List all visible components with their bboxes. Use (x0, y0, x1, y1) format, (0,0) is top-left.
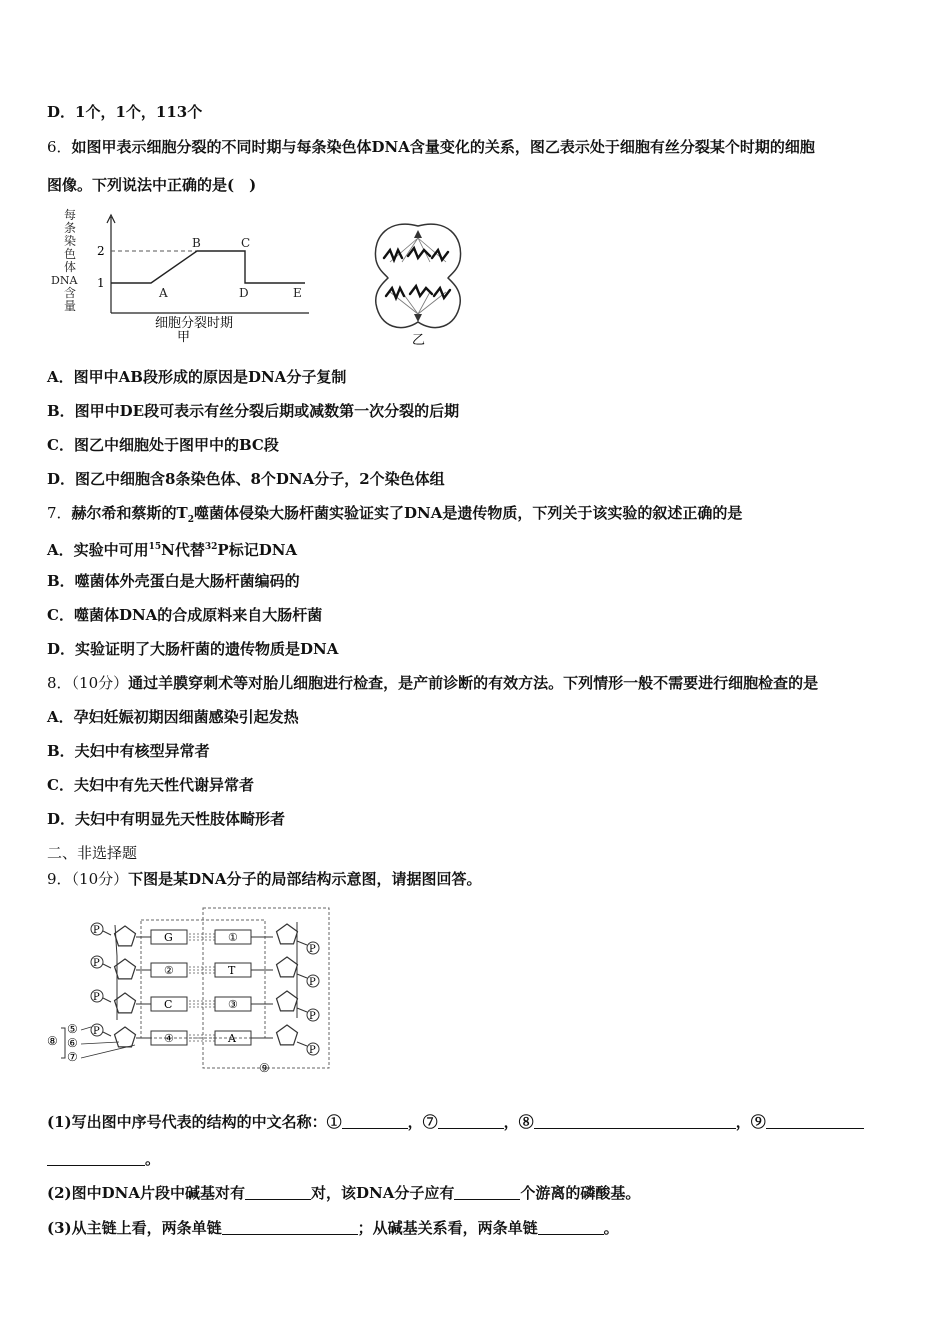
q6-option-c: C．图乙中细胞处于图甲中的BC段 (47, 436, 279, 454)
answer-blank-9b[interactable] (47, 1149, 145, 1166)
q7-option-b: B．噬菌体外壳蛋白是大肠杆菌编码的 (47, 572, 300, 590)
graph-point-b: B (192, 236, 201, 250)
base-left-label-2: ② (164, 964, 174, 977)
phosphate-right-label-1: P (309, 944, 316, 955)
answer-blank-phosphate[interactable] (454, 1183, 520, 1200)
graph-point-d: D (239, 286, 249, 300)
q7-option-c: C．噬菌体DNA的合成原料来自大肠杆菌 (47, 606, 323, 624)
q9-sub2 (47, 1183, 640, 1203)
phosphate-right-label-3: P (309, 1011, 316, 1022)
phosphate-left-label-2: P (93, 958, 100, 969)
q8-option-c: C．夫妇中有先天性代谢异常者 (47, 776, 254, 794)
q8-stem (47, 673, 818, 693)
dna-label-5: ⑤ (67, 1022, 78, 1036)
base-left-label-4: ④ (164, 1032, 174, 1045)
q6-number: 6． (47, 138, 72, 156)
graph-ylabel-4: 色 (64, 247, 77, 261)
cell-caption-yi: 乙 (412, 333, 426, 348)
q9-score: （10分） (71, 870, 129, 888)
graph-ylabel-1: 每 (64, 208, 77, 222)
answer-blank-7[interactable] (438, 1112, 504, 1129)
answer-blank-base-pairs[interactable] (245, 1183, 311, 1200)
sugar-right-1 (277, 924, 298, 944)
q6-option-b: B．图甲中DE段可表示有丝分裂后期或减数第一次分裂的后期 (47, 402, 460, 420)
q9-sub1-m1: ① (326, 1113, 342, 1131)
q6-graph-jia (47, 205, 327, 345)
q7-opt-a-1: A．实验中可用 (47, 541, 149, 559)
graph-point-a: A (159, 286, 168, 300)
q8-stem-text: 通过羊膜穿刺术等对胎儿细胞进行检查，是产前诊断的有效方法。下列情形一般不需要进行细胞检查的是 (128, 674, 819, 692)
q7-opt-a-3: P标记DNA (217, 541, 298, 559)
q8-option-b: B．夫妇中有核型异常者 (47, 742, 210, 760)
answer-blank-9a[interactable] (766, 1112, 864, 1129)
graph-caption-jia: 甲 (177, 330, 191, 345)
q9-sub1-text: (1)写出图中序号代表的结构的中文名称： (47, 1113, 327, 1131)
base-right-label-3: ③ (228, 998, 238, 1011)
q9-sub1-cont (47, 1149, 160, 1169)
graph-ylabel-6: DNA (51, 274, 78, 287)
q9-number: 9． (47, 870, 72, 888)
q8-number: 8． (47, 674, 72, 692)
q9-sub1-m9: ，⑨ (735, 1113, 766, 1131)
dna-label-8: ⑧ (47, 1034, 58, 1048)
base-right-label-1: ① (228, 931, 238, 944)
q6-option-d: D．图乙中细胞含8条染色体、8个DNA分子，2个染色体组 (47, 470, 445, 488)
q9-sub3 (47, 1218, 619, 1238)
graph-dna-curve (111, 251, 305, 283)
q8-option-a: A．孕妇妊娠初期因细菌感染引起发热 (47, 708, 299, 726)
q7-option-a (47, 537, 297, 560)
phosphate-left-label-1: P (93, 925, 100, 936)
q9-stem-text: 下图是某DNA分子的局部结构示意图，请据图回答。 (128, 870, 482, 888)
sugar-right-3 (277, 991, 298, 1011)
q9-sub3-c: 。 (603, 1219, 619, 1237)
q9-sub2-b: 对，该DNA分子应有 (311, 1184, 455, 1202)
q9-dna-diagram (45, 900, 345, 1075)
q9-sub1-m7: ，⑦ (407, 1113, 438, 1131)
graph-point-c: C (241, 236, 251, 250)
graph-ylabel-3: 染 (64, 234, 77, 248)
q7-stem-b: 噬菌体侵染大肠杆菌实验证实了DNA是遗传物质，下列关于该实验的叙述正确的是 (193, 504, 743, 522)
graph-ylabel-7: 含 (64, 286, 77, 300)
sugar-left-3 (115, 993, 136, 1013)
graph-ytick-1: 1 (97, 276, 105, 290)
answer-blank-backbone[interactable] (222, 1218, 358, 1235)
phosphate-right-label-4: P (309, 1045, 316, 1056)
base-right-label-4: A (228, 1032, 236, 1045)
q9-sub2-a: (2)图中DNA片段中碱基对有 (47, 1184, 245, 1202)
phosphate-left-label-3: P (93, 992, 100, 1003)
phosphate-right-label-2: P (309, 977, 316, 988)
q9-sub1-end: 。 (145, 1150, 161, 1168)
q7-opt-a-sup1: 15 (148, 542, 162, 552)
q7-stem-sub: 2 (187, 515, 194, 525)
graph-ytick-2: 2 (97, 244, 105, 258)
q6-stem-text: 如图甲表示细胞分裂的不同时期与每条染色体DNA含量变化的关系，图乙表示处于细胞有丝分裂某个时期的细胞 (71, 138, 815, 156)
q7-number: 7． (47, 504, 72, 522)
base-left-label-3: C (164, 998, 173, 1011)
section-2-heading: 二、非选择题 (47, 844, 138, 862)
base-right-label-2: T (228, 964, 236, 977)
answer-blank-base-relation[interactable] (538, 1218, 604, 1235)
q9-sub3-a: (3)从主链上看，两条单链 (47, 1219, 222, 1237)
answer-blank-1[interactable] (342, 1112, 408, 1129)
dna-label-7: ⑦ (67, 1050, 78, 1064)
q9-sub1 (47, 1112, 864, 1132)
q8-option-d: D．夫妇中有明显先天性肢体畸形者 (47, 810, 286, 828)
dna-label-6: ⑥ (67, 1036, 78, 1050)
q8-score: （10分） (71, 674, 129, 692)
graph-ylabel-5: 体 (64, 260, 77, 274)
q6-option-a: A．图甲中AB段形成的原因是DNA分子复制 (47, 368, 347, 386)
q9-stem (47, 869, 482, 889)
q5-option-d: D．1个，1个，113个 (47, 103, 203, 121)
graph-xlabel: 细胞分裂时期 (155, 316, 234, 331)
q7-option-d: D．实验证明了大肠杆菌的遗传物质是DNA (47, 640, 339, 658)
dna-label-9: ⑨ (259, 1061, 270, 1075)
base-left-label-1: G (164, 931, 173, 944)
q7-opt-a-2: N代替 (161, 541, 205, 559)
sugar-right-4 (277, 1025, 298, 1045)
q6-cell-yi (368, 218, 468, 348)
q6-stem-line2: 图像。下列说法中正确的是( ) (47, 176, 257, 194)
sugar-left-4 (115, 1027, 136, 1047)
phosphate-left-label-4: P (93, 1026, 100, 1037)
q9-sub1-m8: ，⑧ (503, 1113, 534, 1131)
q7-opt-a-sup2: 32 (204, 542, 218, 552)
graph-ylabel-8: 量 (64, 299, 77, 313)
graph-point-e: E (293, 286, 302, 300)
q7-stem (47, 503, 742, 530)
graph-ylabel-2: 条 (64, 221, 77, 235)
q7-stem-a: 赫尔希和蔡斯的T (71, 504, 188, 522)
q9-sub2-c: 个游离的磷酸基。 (520, 1184, 641, 1202)
sugar-left-2 (115, 959, 136, 979)
sugar-left-1 (115, 926, 136, 946)
sugar-right-2 (277, 957, 298, 977)
answer-blank-8[interactable] (534, 1112, 736, 1129)
q9-sub3-b: ；从碱基关系看，两条单链 (357, 1219, 538, 1237)
q6-stem-line1 (47, 137, 815, 157)
